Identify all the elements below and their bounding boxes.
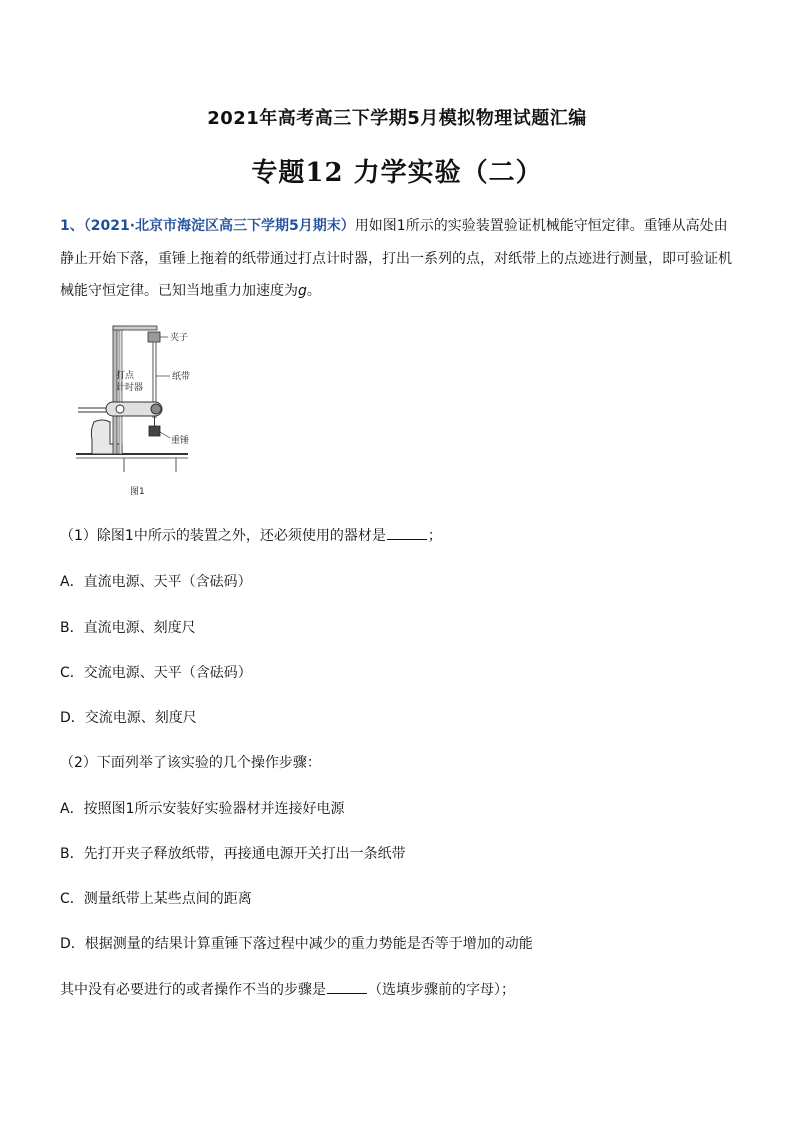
figure-1-apparatus [76,322,206,500]
step-d: D．根据测量的结果计算重锤下落过程中减少的重力势能是否等于增加的动能 [60,936,533,952]
question-text: 用如图1所示的实验装置验证机械能守恒定律。重锤从高处由静止开始下落，重锤上拖着的纸带通过打点计时器，打出一系列的点，对纸带上的点迹进行测量，即可验证机械能守恒定律。已知当地重力加速度为 [60,218,732,299]
part-2-prompt: （2）下面列举了该实验的几个操作步骤： [60,755,321,771]
exam-collection-title: 2021年高考高三下学期5月模拟物理试题汇编 [207,108,587,129]
part-2-question-text: 其中没有必要进行的或者操作不当的步骤是 [60,982,326,998]
label-weight: 重锤 [171,436,190,446]
apparatus-diagram [76,322,206,500]
option-b: B．直流电源、刻度尺 [60,620,196,636]
step-a: A．按照图1所示安装好实验器材并连接好电源 [60,801,345,817]
option-c: C．交流电源、天平（含砝码） [60,665,252,681]
label-paper-tape: 纸带 [172,372,191,382]
label-timer-line1: 打点 [116,371,135,381]
question-source: （2021·北京市海淀区高三下学期5月期末） [83,218,355,234]
question-number: 1、 [60,218,84,234]
part-2-question-hint: （选填步骤前的字母）； [368,982,515,998]
topic-title: 专题12 力学实验（二） [251,158,543,188]
part-2-question [60,979,515,999]
label-timer-line2: 计时器 [116,383,144,393]
part-1-text: （1）除图1中所示的装置之外，还必须使用的器材是 [60,528,386,544]
option-d: D．交流电源、刻度尺 [60,710,197,726]
label-clamp: 夹子 [170,333,189,343]
answer-blank-2[interactable] [327,992,367,994]
part-1-prompt [60,525,442,545]
part-1-punct: ； [427,528,442,544]
step-c: C．测量纸带上某些点间的距离 [60,891,252,907]
option-a: A．直流电源、天平（含砝码） [60,574,252,590]
question-1-stem [60,210,740,308]
step-b: B．先打开夹子释放纸带，再接通电源开关打出一条纸带 [60,846,406,862]
figure-caption: 图1 [130,487,145,497]
question-text-end: 。 [306,283,321,299]
answer-blank-1[interactable] [387,538,427,540]
gravity-symbol: g [298,283,307,299]
